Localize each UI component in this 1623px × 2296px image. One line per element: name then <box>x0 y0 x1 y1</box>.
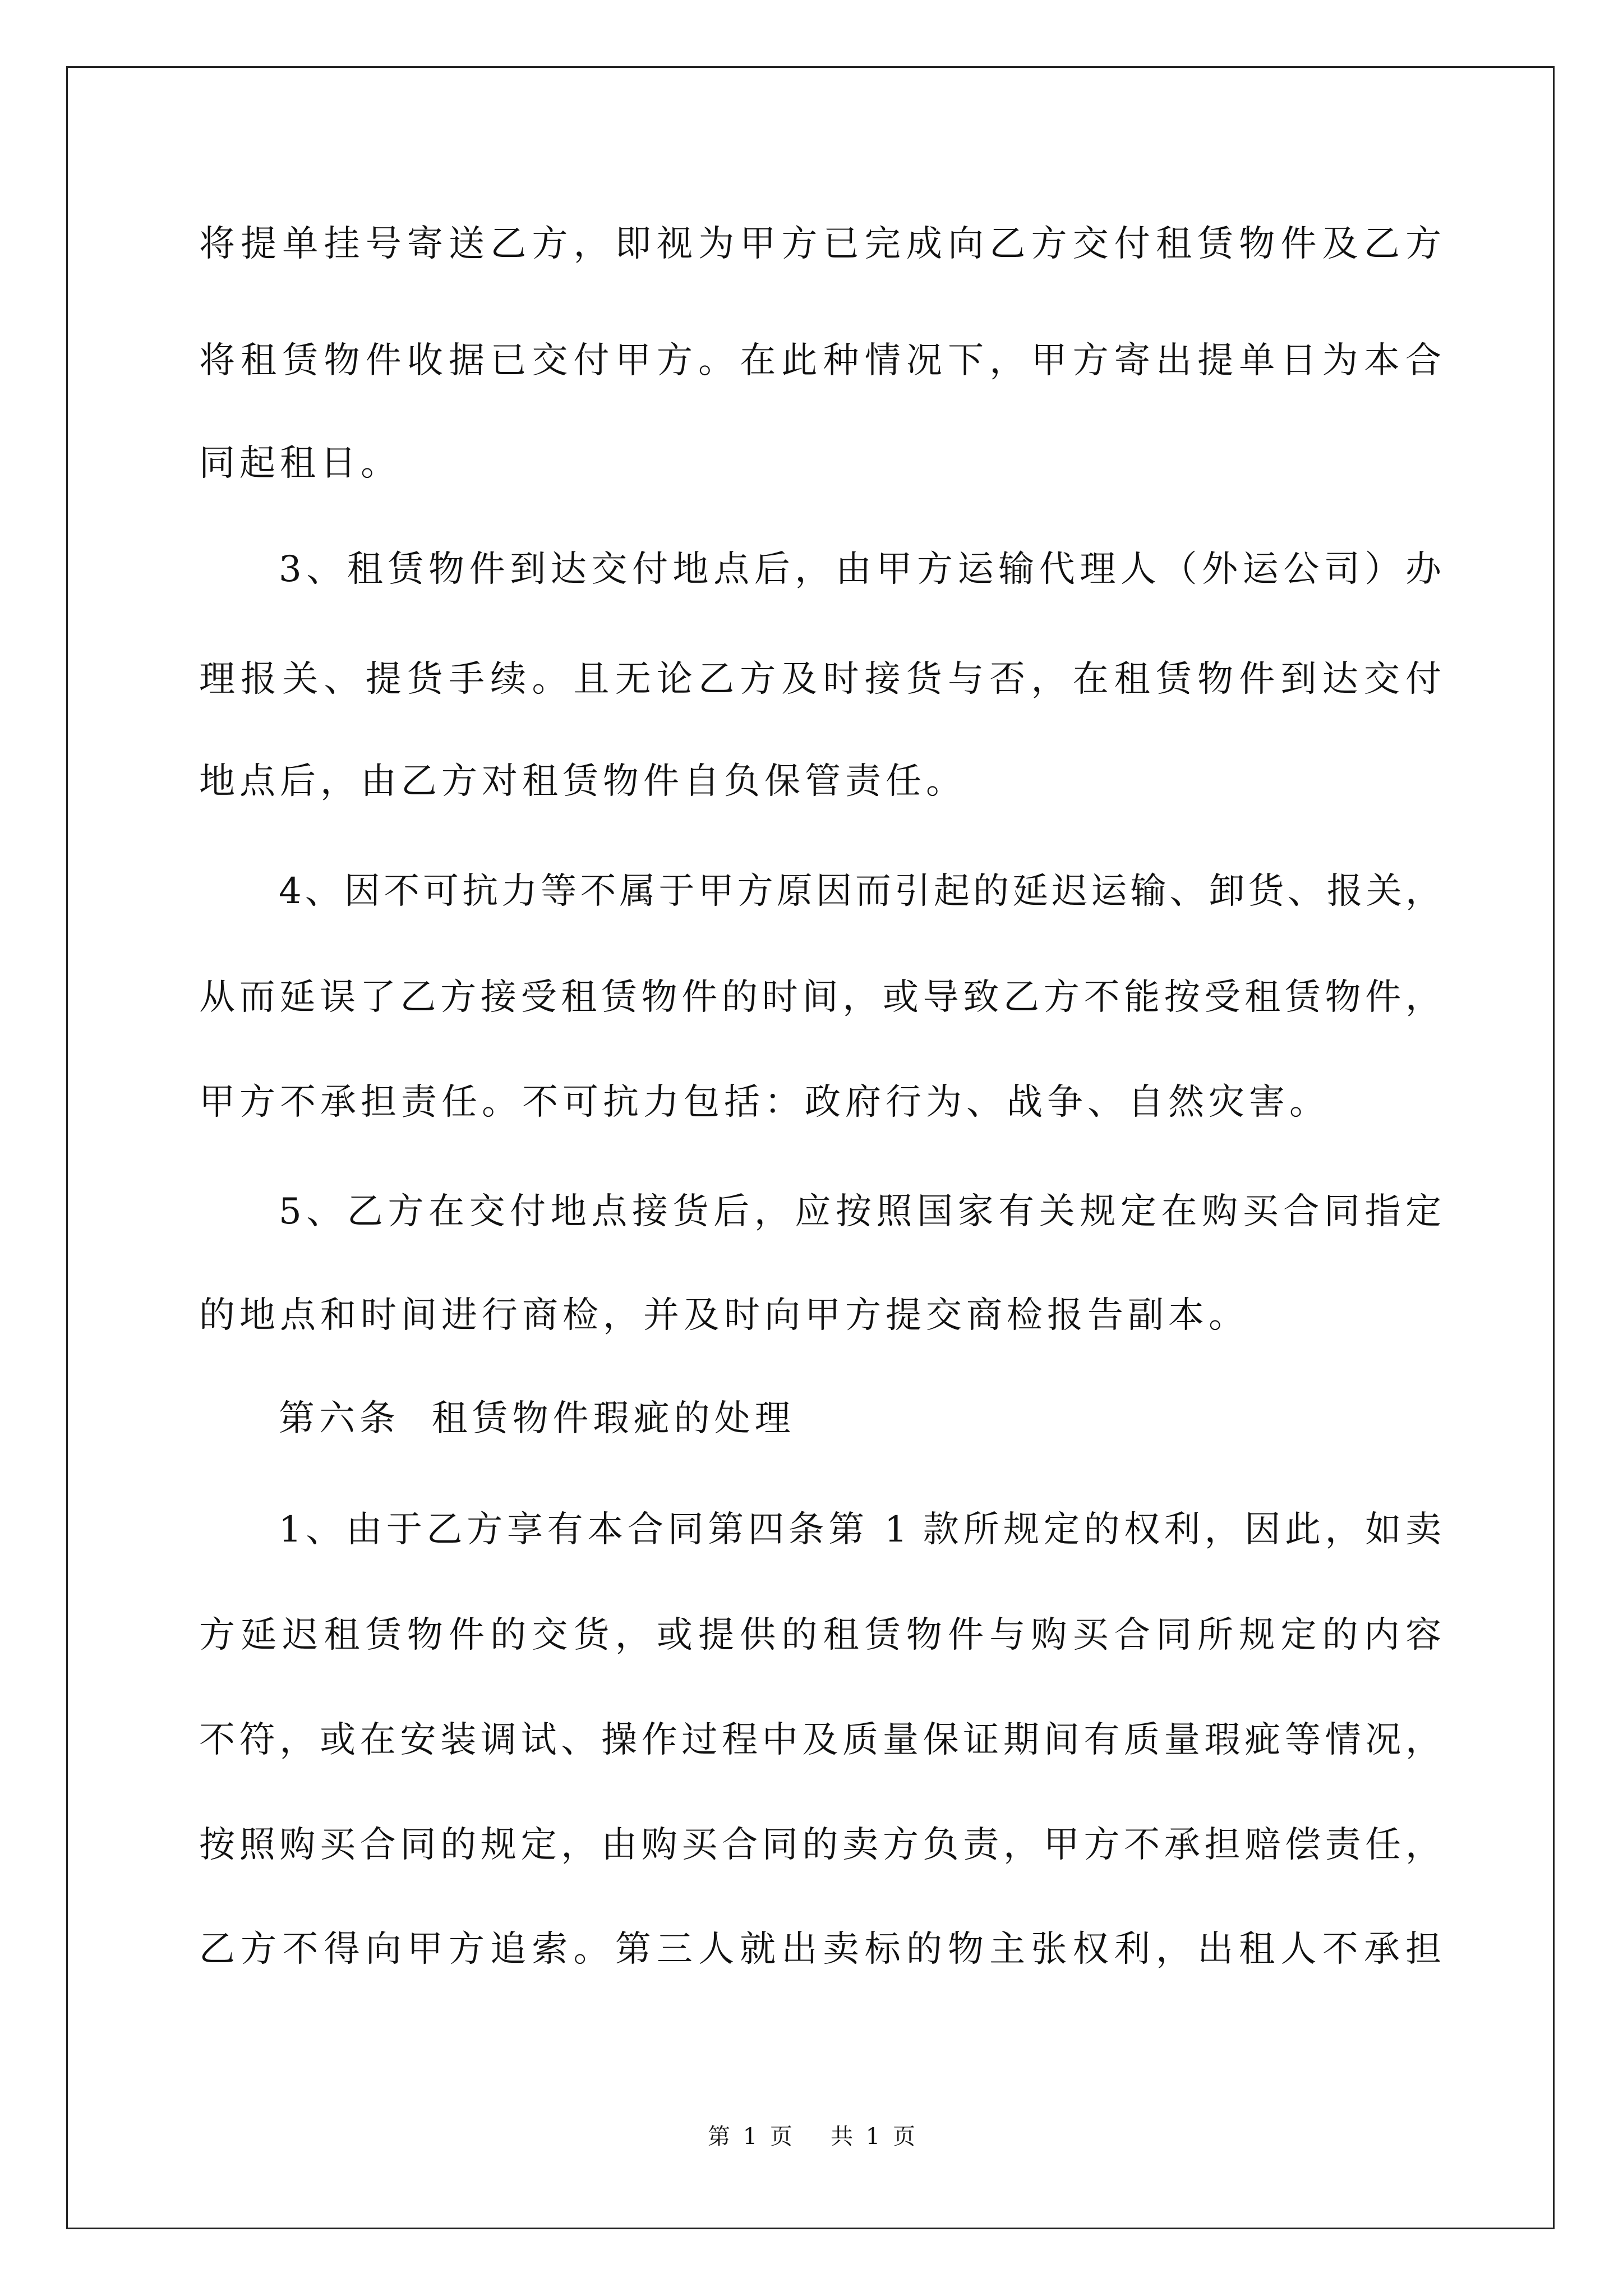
body-line: 将租赁物件收据已交付甲方。在此种情况下，甲方寄出提单日为本合 <box>199 340 1441 381</box>
page-footer: 第 1 页 共 1 页 <box>708 2124 915 2150</box>
body-line: 甲方不承担责任。不可抗力包括：政府行为、战争、自然灾害。 <box>199 1082 1330 1123</box>
page-border <box>66 66 1555 2229</box>
body-line: 不符，或在安装调试、操作过程中及质量保证期间有质量瑕疵等情况， <box>199 1719 1441 1761</box>
body-line: 按照购买合同的规定，由购买合同的卖方负责，甲方不承担赔偿责任， <box>199 1824 1441 1866</box>
section-heading: 第六条 租赁物件瑕疵的处理 <box>279 1398 795 1439</box>
body-line: 理报关、提货手续。且无论乙方及时接货与否，在租赁物件到达交付 <box>199 659 1441 700</box>
body-line: 5、乙方在交付地点接货后，应按照国家有关规定在购买合同指定 <box>279 1191 1441 1232</box>
body-line: 3、租赁物件到达交付地点后，由甲方运输代理人（外运公司）办 <box>279 549 1441 590</box>
body-line: 4、因不可抗力等不属于甲方原因而引起的延迟运输、卸货、报关， <box>279 871 1441 912</box>
body-line: 1、由于乙方享有本合同第四条第 1 款所规定的权利，因此，如卖 <box>279 1509 1441 1550</box>
body-line: 的地点和时间进行商检，并及时向甲方提交商检报告副本。 <box>199 1295 1249 1336</box>
body-line: 将提单挂号寄送乙方，即视为甲方已完成向乙方交付租赁物件及乙方 <box>199 223 1441 265</box>
body-line: 乙方不得向甲方追索。第三人就出卖标的物主张权利，出租人不承担 <box>199 1929 1441 1970</box>
body-line: 从而延误了乙方接受租赁物件的时间，或导致乙方不能按受租赁物件， <box>199 977 1441 1018</box>
body-line: 地点后，由乙方对租赁物件自负保管责任。 <box>199 761 966 802</box>
body-line: 同起租日。 <box>199 443 401 484</box>
body-line: 方延迟租赁物件的交货，或提供的租赁物件与购买合同所规定的内容 <box>199 1614 1441 1656</box>
